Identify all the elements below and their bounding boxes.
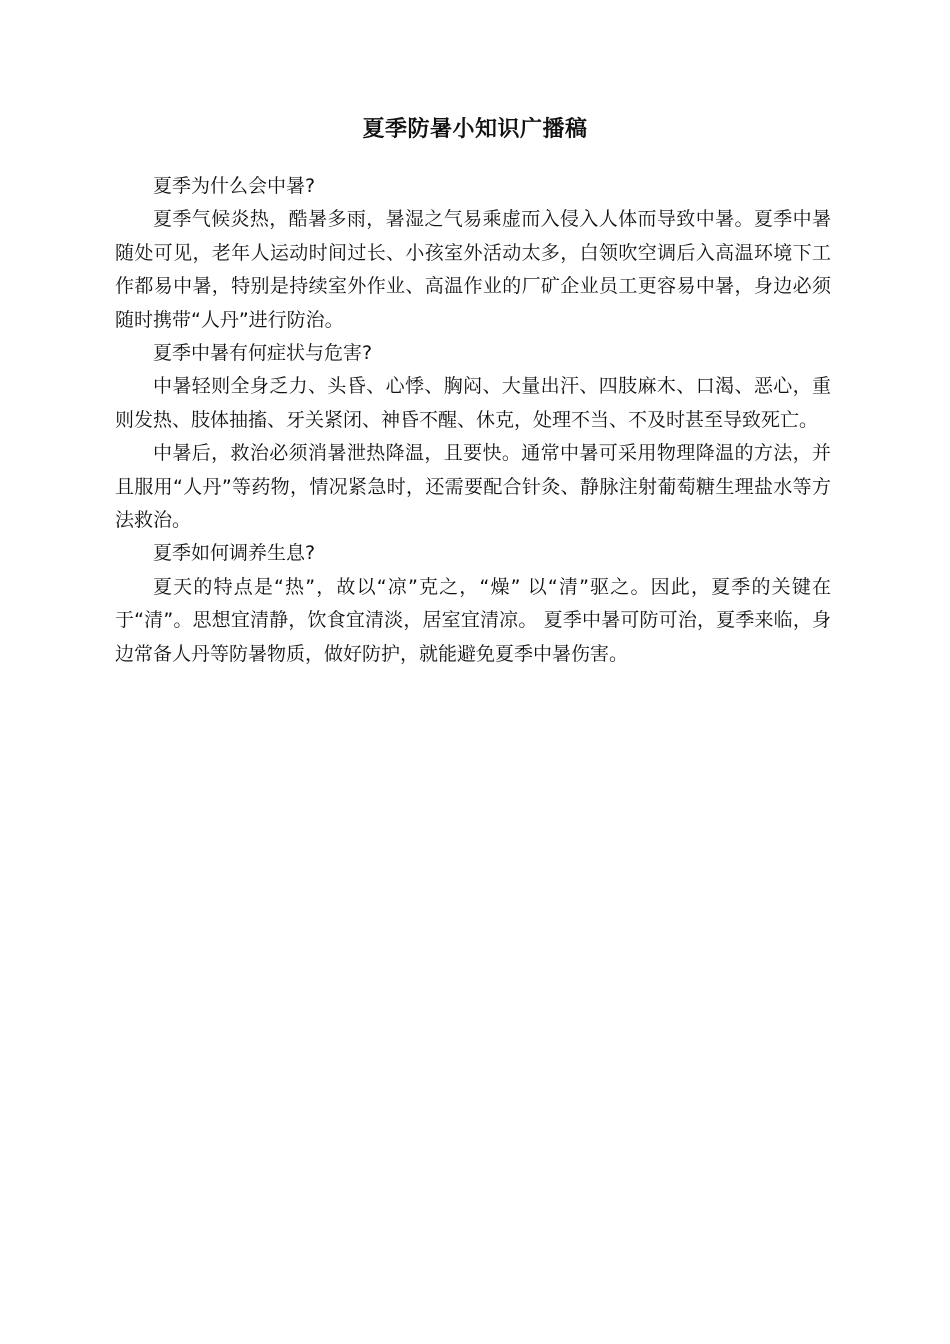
question-heading-1: 夏季为什么会中暑? <box>153 175 316 197</box>
question-heading-3: 夏季如何调养生息? <box>153 542 316 565</box>
body-paragraph-4: 夏天的特点是“热”，故以“凉”克之，“燥” 以“清”驱之。因此，夏季的关键在于“清”。思想宜清静，饮食宜清淡，居室宜清凉。 夏季中暑可防可治，夏季来临，身边常备人丹等防暑物质，做好防护，就能避免夏季中暑伤害。 <box>115 575 831 665</box>
document-title: 夏季防暑小知识广播稿 <box>362 117 588 142</box>
question-heading-2: 夏季中暑有何症状与危害? <box>153 342 373 365</box>
body-paragraph-1: 夏季气候炎热，酷暑多雨，暑湿之气易乘虚而入侵入人体而导致中暑。夏季中暑随处可见，老年人运动时间过长、小孩室外活动太多，白领吹空调后入高温环境下工作都易中暑，特别是持续室外作业、高温作业的厂矿企业员工更容易中暑，身边必须随时携带“人丹”进行防治。 <box>115 208 831 331</box>
body-paragraph-2: 中暑轻则全身乏力、头昏、心悸、胸闷、大量出汗、四肢麻木、口渴、恶心，重则发热、肢体抽搐、牙关紧闭、神昏不醒、休克，处理不当、不及时甚至导致死亡。 <box>115 375 831 431</box>
document-body <box>115 170 831 671</box>
body-paragraph-3: 中暑后，救治必须消暑泄热降温，且要快。通常中暑可采用物理降温的方法，并且服用“人丹”等药物，情况紧急时，还需要配合针灸、静脉注射葡萄糖生理盐水等方法救治。 <box>115 442 831 532</box>
